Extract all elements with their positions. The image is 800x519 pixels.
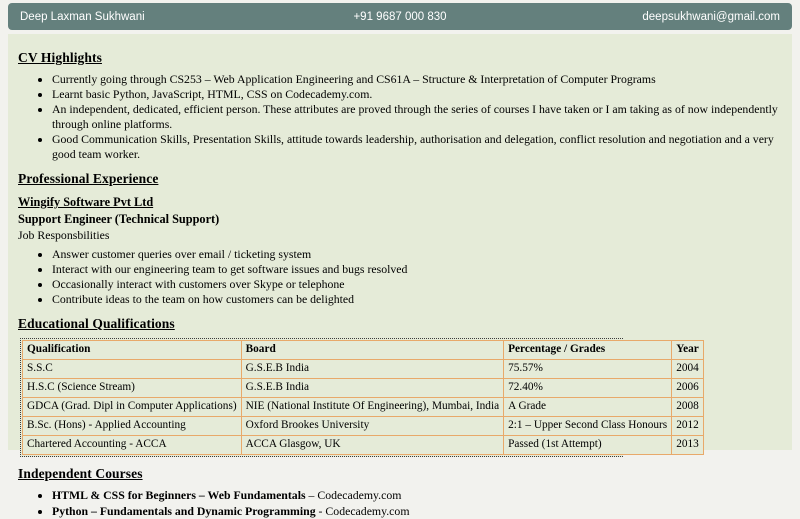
contact-header-bar bbox=[8, 3, 792, 30]
cell-board: ACCA Glasgow, UK bbox=[241, 436, 504, 455]
cell-qualification: H.S.C (Science Stream) bbox=[23, 379, 242, 398]
list-item: • Interact with our engineering team to get software issues and bugs resolved bbox=[52, 262, 782, 277]
list-item: • Occasionally interact with customers over Skype or telephone bbox=[52, 277, 782, 292]
cell-percentage: Passed (1st Attempt) bbox=[504, 436, 672, 455]
cell-board: G.S.E.B India bbox=[241, 379, 504, 398]
section-title-professional-experience: Professional Experience bbox=[18, 171, 782, 187]
contact-phone: +91 9687 000 830 bbox=[350, 11, 450, 23]
cell-qualification: B.Sc. (Hons) - Applied Accounting bbox=[23, 417, 242, 436]
cell-board: NIE (National Institute Of Engineering), Mumbai, India bbox=[241, 398, 504, 417]
table-row bbox=[23, 379, 704, 398]
course-source: – Codecademy.com bbox=[306, 488, 402, 502]
list-item: • Currently going through CS253 – Web Application Engineering and CS61A – Structure & Interpretation of Computer Programs bbox=[52, 72, 782, 87]
cell-qualification: Chartered Accounting - ACCA bbox=[23, 436, 242, 455]
education-table bbox=[22, 340, 704, 455]
list-item: • Good Communication Skills, Presentation Skills, attitude towards leadership, authorisation and delegation, conflict resolution and negotiation and a very good team worker. bbox=[52, 132, 782, 162]
list-item: • Answer customer queries over email / ticketing system bbox=[52, 247, 782, 262]
table-row bbox=[23, 360, 704, 379]
employer-name: Wingify Software Pvt Ltd bbox=[18, 195, 782, 210]
list-item bbox=[52, 488, 782, 504]
cell-board: Oxford Brookes University bbox=[241, 417, 504, 436]
table-header-row bbox=[23, 341, 704, 360]
cell-year: 2013 bbox=[672, 436, 704, 455]
column-header-percentage: Percentage / Grades bbox=[504, 341, 672, 360]
cell-percentage: 72.40% bbox=[504, 379, 672, 398]
cell-percentage: 2:1 – Upper Second Class Honours bbox=[504, 417, 672, 436]
cell-year: 2012 bbox=[672, 417, 704, 436]
table-row bbox=[23, 398, 704, 417]
course-name: HTML & CSS for Beginners – Web Fundamentals bbox=[52, 488, 306, 502]
cell-year: 2008 bbox=[672, 398, 704, 417]
column-header-board: Board bbox=[241, 341, 504, 360]
list-item: • An independent, dedicated, efficient person. These attributes are proved through the series of courses I have taken or I am taking as of now independently through online platforms. bbox=[52, 102, 782, 132]
cell-year: 2004 bbox=[672, 360, 704, 379]
cell-year: 2006 bbox=[672, 379, 704, 398]
table-row bbox=[23, 436, 704, 455]
cell-percentage: A Grade bbox=[504, 398, 672, 417]
cell-board: G.S.E.B India bbox=[241, 360, 504, 379]
resume-body bbox=[8, 34, 792, 450]
contact-name: Deep Laxman Sukhwani bbox=[20, 11, 350, 23]
job-responsibilities-list bbox=[18, 247, 782, 307]
list-item: • Learnt basic Python, JavaScript, HTML, CSS on Codecademy.com. bbox=[52, 87, 782, 102]
section-title-independent-courses: Independent Courses bbox=[18, 466, 782, 482]
cv-highlights-list bbox=[18, 72, 782, 162]
course-source: - Codecademy.com bbox=[316, 504, 410, 518]
cell-qualification: GDCA (Grad. Dipl in Computer Applications) bbox=[23, 398, 242, 417]
section-title-cv-highlights: CV Highlights bbox=[18, 50, 782, 66]
contact-email: deepsukhwani@gmail.com bbox=[450, 11, 780, 23]
column-header-year: Year bbox=[672, 341, 704, 360]
section-title-educational-qualifications: Educational Qualifications bbox=[18, 316, 782, 332]
independent-courses-list bbox=[18, 488, 782, 519]
list-item: • Contribute ideas to the team on how customers can be delighted bbox=[52, 292, 782, 307]
list-item bbox=[52, 504, 782, 519]
table-row bbox=[23, 417, 704, 436]
job-title: Support Engineer (Technical Support) bbox=[18, 212, 782, 227]
column-header-qualification: Qualification bbox=[23, 341, 242, 360]
cell-percentage: 75.57% bbox=[504, 360, 672, 379]
cell-qualification: S.S.C bbox=[23, 360, 242, 379]
job-responsibilities-label: Job Responsbilities bbox=[18, 228, 782, 243]
course-name: Python – Fundamentals and Dynamic Programming bbox=[52, 504, 316, 518]
education-table-wrapper bbox=[20, 338, 623, 457]
